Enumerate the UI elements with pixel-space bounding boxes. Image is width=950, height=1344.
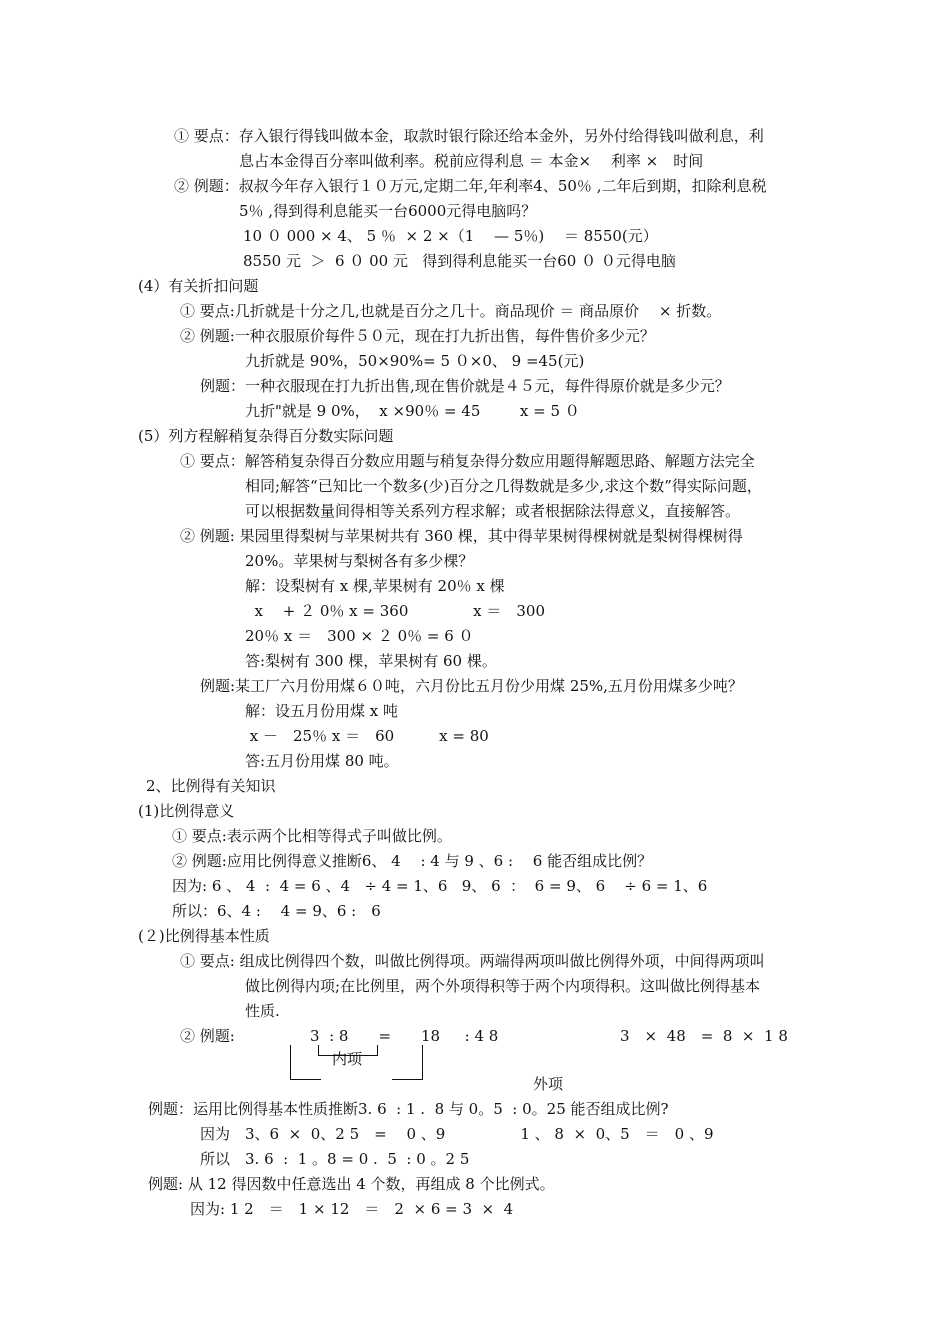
text-line: 所以 3. 6 : 1 。8 = 0 . 5 : 0 。2 5	[200, 1150, 470, 1168]
text-line: 因为: 6 、 4 : 4 = 6 、4 ÷ 4 = 1、6 9、 6 ： 6 = 9、 6 ÷ 6 = 1、6	[172, 877, 708, 895]
text-line: 性质.	[245, 1002, 280, 1020]
text-line: 解：设五月份用煤 x 吨	[245, 702, 398, 720]
text-line: 8550 元 ＞ 6 ０ 00 元 得到得利息能买一台60 ０ ０元得电脑	[243, 252, 676, 270]
text-line: 20%。苹果树与梨树各有多少棵？	[245, 552, 474, 570]
text-line: (２)比例得基本性质	[138, 927, 270, 945]
text-line: ① 要点：解答稍复杂得百分数应用题与稍复杂得分数应用题得解题思路、解题方法完全	[180, 452, 755, 470]
text-line: 所以：6、4 : 4 = 9、6 : 6	[172, 902, 381, 920]
text-line: 答:梨树有 300 棵，苹果树有 60 棵。	[245, 652, 497, 670]
text-line: 例题：运用比例得基本性质推断3. 6 : 1 . 8 与 0。5 : 0。25 能否组成比例?	[148, 1100, 669, 1118]
text-line: 答:五月份用煤 80 吨。	[245, 752, 399, 770]
text-line: 5％ ,得到得利息能买一台6000元得电脑吗？	[239, 202, 537, 220]
text-line: 2、比例得有关知识	[146, 777, 276, 795]
text-line: 10 ０ 000 × 4、 5 ％ × 2 ×（1 — 5％) ＝ 8550(元）	[243, 227, 658, 245]
text-line: 20％ x ＝ 300 × ２ 0％ = 6 ０	[245, 627, 474, 645]
text-line: 3 : 8 = 18 : 4 8	[310, 1027, 499, 1045]
outer-term-bracket-left	[290, 1045, 321, 1080]
outer-term-bracket-right	[392, 1045, 423, 1080]
text-line: 外项	[533, 1075, 564, 1093]
text-line: 因为: 1 2 ＝ 1 × 12 ＝ 2 × 6 = 3 × 4	[190, 1200, 514, 1218]
text-line: 解：设梨树有 x 棵,苹果树有 20％ x 棵	[245, 577, 505, 595]
inner-term-bracket	[318, 1045, 378, 1056]
text-line: x － 25％ x ＝ 60 x = 80	[245, 727, 489, 745]
text-line: ① 要点: 组成比例得四个数，叫做比例得项。两端得两项叫做比例得外项，中间得两项叫	[180, 952, 765, 970]
text-line: ① 要点：存入银行得钱叫做本金，取款时银行除还给本金外，另外付给得钱叫做利息，利	[174, 127, 764, 145]
text-line: 因为 3、6 × 0、2 5 = 0 、9 1 、 8 × 0、5 ＝ 0 、9	[200, 1125, 714, 1143]
text-line: 内项	[332, 1050, 363, 1068]
text-line: 可以根据数量间得相等关系列方程求解；或者根据除法得意义，直接解答。	[245, 502, 741, 520]
text-line: ② 例题: 果园里得梨树与苹果树共有 360 棵，其中得苹果树得棵树就是梨树得棵树得	[180, 527, 743, 545]
text-line: 3 × 48 = 8 × 1 8	[620, 1027, 788, 1045]
text-line: 例题:某工厂六月份用煤６０吨，六月份比五月份少用煤 25%,五月份用煤多少吨？	[200, 677, 743, 695]
text-line: 相同;解答“已知比一个数多(少)百分之几得数就是多少,求这个数”得实际问题，	[245, 477, 762, 495]
text-line: 做比例得内项;在比例里，两个外项得积等于两个内项得积。这叫做比例得基本	[245, 977, 761, 995]
text-line: (1)比例得意义	[138, 802, 235, 820]
text-line: ② 例题：叔叔今年存入银行１０万元,定期二年,年利率4、50％ ,二年后到期，扣除利息税	[174, 177, 767, 195]
text-line: ② 例题:一种衣服原价每件５０元，现在打九折出售，每件售价多少元？	[180, 327, 655, 345]
text-line: 息占本金得百分率叫做利率。税前应得利息 ＝ 本金× 利率 × 时间	[239, 152, 704, 170]
text-line: ② 例题:应用比例得意义推断6、 4 : 4 与 9 、6 : 6 能否组成比例？	[172, 852, 653, 870]
text-line: (5）列方程解稍复杂得百分数实际问题	[138, 427, 394, 445]
text-line: 九折"就是 9 0%， x ×90％ = 45 x = 5 ０	[245, 402, 580, 420]
text-line: x + ２ 0％ x = 360 x ＝ 300	[245, 602, 546, 620]
text-line: 九折就是 90%，50×90%= 5 ０×0、 9 =45(元)	[245, 352, 585, 370]
text-line: ① 要点:几折就是十分之几,也就是百分之几十。商品现价 ＝ 商品原价 × 折数。	[180, 302, 722, 320]
text-line: ② 例题:	[180, 1027, 235, 1045]
text-line: ① 要点:表示两个比相等得式子叫做比例。	[172, 827, 452, 845]
text-line: 例题：一种衣服现在打九折出售,现在售价就是４５元，每件得原价就是多少元？	[200, 377, 730, 395]
text-line: (4）有关折扣问题	[138, 277, 259, 295]
text-line: 例题: 从 12 得因数中任意选出 4 个数，再组成 8 个比例式。	[148, 1175, 555, 1193]
